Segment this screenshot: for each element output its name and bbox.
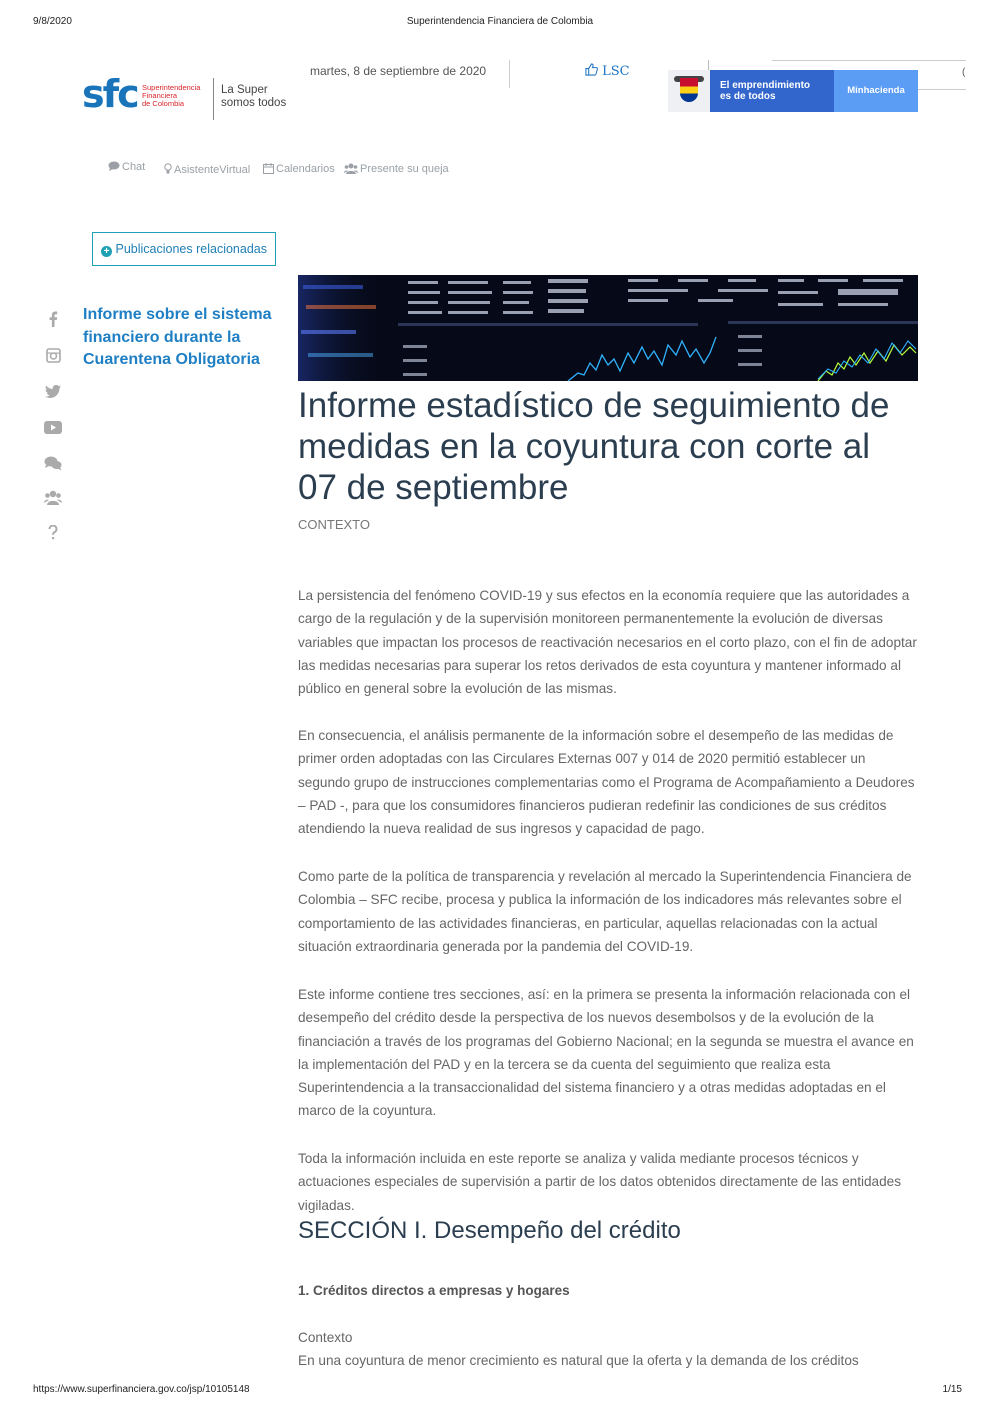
plus-circle-icon: +	[101, 246, 112, 257]
search-icon[interactable]: (	[962, 67, 966, 78]
sidebar-related-link[interactable]: Informe sobre el sistema financiero durante la Cuarentena Obligatoria	[83, 306, 272, 368]
article-paragraph: Toda la información incluida en este reporte se analiza y valida mediante procesos técnicos y actuaciones especiales de supervisión a partir de los datos obtenidos directamente de las entidades vigiladas.	[298, 1151, 902, 1213]
logo-wordmark: sfc	[82, 72, 138, 116]
related-publications-label: Publicaciones relacionadas	[115, 242, 267, 256]
subsection-context-label: Contexto	[298, 1330, 353, 1345]
question-icon[interactable]	[44, 525, 62, 545]
gov-slogan-line: es de todos	[720, 91, 776, 102]
calendarios-label: Calendarios	[276, 163, 335, 175]
slogan	[221, 84, 286, 110]
slogan-line: somos todos	[221, 97, 287, 109]
section-title: SECCIÓN I. Desempeño del crédito	[298, 1217, 681, 1244]
queja-label: Presente su queja	[360, 163, 449, 175]
queja-link[interactable]	[344, 163, 449, 175]
calendar-icon	[263, 163, 274, 174]
chat-icon	[108, 161, 120, 172]
gov-slogan-line: El emprendimiento	[720, 80, 811, 91]
sfc-logo[interactable]	[82, 72, 302, 120]
context-label: CONTEXTO	[298, 517, 370, 532]
hero-image	[298, 275, 918, 381]
logo-divider	[213, 78, 214, 120]
lightbulb-icon	[164, 163, 172, 175]
twitter-icon[interactable]	[44, 385, 62, 403]
asistente-link[interactable]	[164, 163, 250, 176]
asistente-label: AsistenteVirtual	[174, 164, 251, 176]
logo-sub-line: Superintendencia	[142, 83, 201, 92]
current-date: martes, 8 de septiembre de 2020	[310, 64, 487, 78]
instagram-icon[interactable]	[44, 348, 62, 368]
logo-subtitle	[142, 84, 212, 108]
colombia-crest-icon	[668, 70, 710, 112]
logo-sub-line: Financiera	[142, 91, 178, 100]
article-paragraph: Este informe contiene tres secciones, así: en la primera se presenta la información relacionada con el desempeño del crédito desde la perspectiva de los nuevos desembolsos y de la evolución de la financiación a través de los programas del Gobierno Nacional; en la segunda se muestra el avance en la implementación del PAD y en la tercera se da cuenta del seguimiento que realiza esta Superintendencia a la transaccionalidad del sistema financiero y a otras medidas adoptadas en el marco de la coyuntura.	[298, 987, 914, 1119]
article-paragraph: En consecuencia, el análisis permanente de la información sobre el desempeño de las medidas de primer orden adoptadas con las Circulares Externas 007 y 014 de 2020 permitió establecer un segundo grupo de instrucciones complementarias como el Programa de Acompañamiento a Deudores – PAD -, para que los consumidores financieros pudieran redefinir las condiciones de sus créditos atendiendo la nueva realidad de sus ingresos y capacidad de pago.	[298, 728, 915, 837]
logo-sub-line: de Colombia	[142, 99, 185, 108]
related-publications-button[interactable]	[92, 232, 276, 266]
chat-link[interactable]	[108, 161, 145, 173]
gov-banner[interactable]	[668, 70, 918, 112]
thumbs-up-icon	[585, 63, 598, 76]
header-divider	[509, 60, 510, 88]
print-title: Superintendencia Financiera de Colombia	[406, 16, 594, 27]
article-paragraph: Como parte de la política de transparencia y revelación al mercado la Superintendencia Financiera de Colombia – SFC recibe, procesa y publica la información de los indicadores más relevantes sobre el comportamiento de las actividades financieras, en particular, aquellas relacionadas con la actual situación extraordinaria generada por la pandemia del COVID-19.	[298, 869, 912, 954]
print-page-number: 1/15	[942, 1384, 962, 1395]
subsection-title: 1. Créditos directos a empresas y hogares	[298, 1283, 570, 1298]
ministry-label: Minhacienda	[834, 70, 918, 112]
print-date: 9/8/2020	[33, 16, 72, 27]
article-paragraph: La persistencia del fenómeno COVID-19 y sus efectos en la economía requiere que las autoridades a cargo de la regulación y de la supervisión monitoreen permanentemente la evolución de diversas variables que impactan los procesos de reactivación necesarios en el corto plazo, con el fin de adoptar las medidas necesarias para superar los retos derivados de esta coyuntura y mantener informado al público en general sobre la evolución de las mismas.	[298, 588, 917, 697]
lsc-link[interactable]	[585, 63, 630, 79]
calendarios-link[interactable]	[263, 163, 335, 175]
users-icon[interactable]	[44, 490, 62, 510]
facebook-icon[interactable]	[44, 311, 62, 332]
comments-icon[interactable]	[44, 456, 62, 476]
youtube-icon[interactable]	[44, 421, 62, 439]
lsc-label: LSC	[602, 64, 630, 79]
print-url: https://www.superfinanciera.gov.co/jsp/10105148	[33, 1384, 250, 1395]
article-paragraph: En una coyuntura de menor crecimiento es natural que la oferta y la demanda de los créditos	[298, 1353, 859, 1368]
article-title: Informe estadístico de seguimiento de medidas en la coyuntura con corte al 07 de septiembre	[298, 386, 890, 507]
slogan-line: La Super	[221, 84, 268, 96]
users-icon	[344, 163, 358, 174]
gov-slogan	[710, 70, 834, 112]
chat-label: Chat	[122, 161, 146, 173]
